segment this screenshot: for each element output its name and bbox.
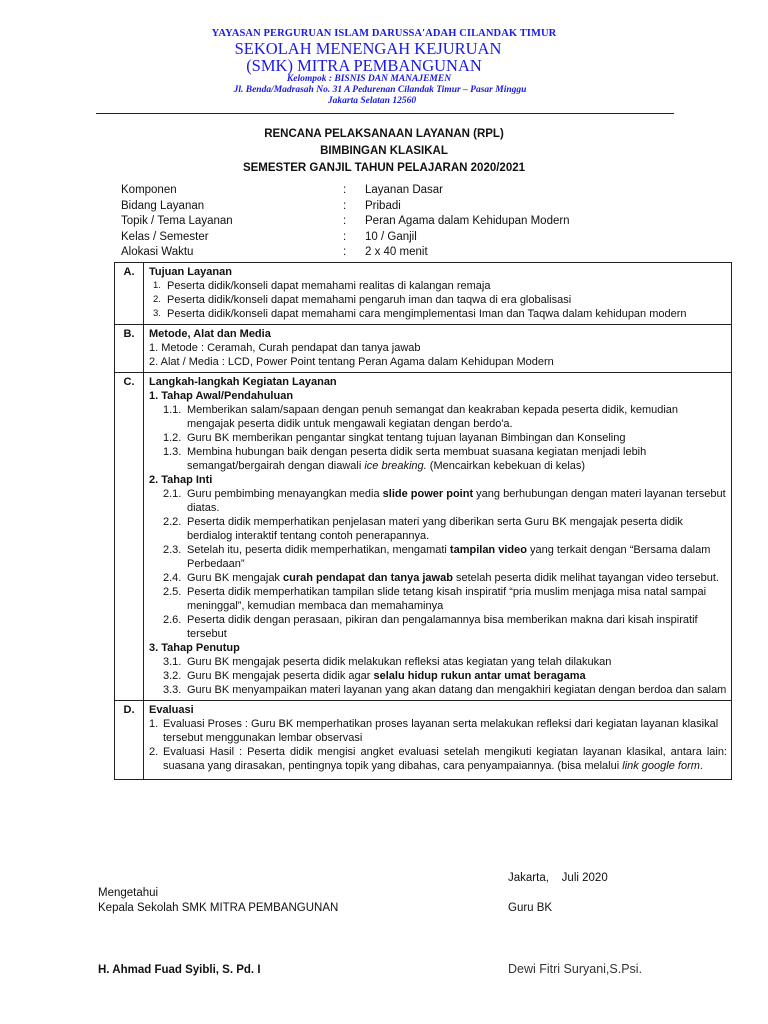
info-row: Topik / Tema Layanan : Peran Agama dalam Kehidupan Modern [121,215,570,227]
step-item: 1.1. Memberikan salam/sapaan dengan penuh semangat dan keakraban kepada peserta didik, kemudian mengajak peserta didik untuk mengawali kegiatan dengan berdo'a. [163,404,679,430]
info-row: Bidang Layanan : Pribadi [121,199,401,212]
section-title: Metode, Alat dan Media [149,328,271,340]
step-item: 3.2. Guru BK mengajak peserta didik agar selalu hidup rukun antar umat beragama [163,670,586,682]
step-item: 2.5. Peserta didik memperhatikan tampilan slide tetang kisah inspiratif “pria muslim menjaga misa natal sampai meninggal”, kemudian membaca dan memahaminya [163,586,707,612]
foundation-name: YAYASAN PERGURUAN ISLAM DARUSSA'ADAH CILANDAK TIMUR [211,28,557,39]
principal-name: H. Ahmad Fuad Syibli, S. Pd. I [98,964,261,976]
step-item: 2.2. Peserta didik memperhatikan penjelasan materi yang diberikan serta Guru BK mengajak peserta didik berdialog interaktif tentang contoh penerapannya. [163,516,683,542]
section-b [115,325,732,373]
mengetahui-label: Mengetahui [98,887,159,899]
info-row: Komponen : Layanan Dasar [121,184,443,196]
counselor-name: Dewi Fitri Suryani,S.Psi. [508,962,643,976]
section-title: Evaluasi [149,704,194,716]
info-block [121,183,570,261]
doc-title-line1: RENCANA PELAKSANAAN LAYANAN (RPL) [264,128,504,140]
section-title: Tujuan Layanan [149,266,232,278]
doc-title-line3: SEMESTER GANJIL TAHUN PELAJARAN 2020/2021 [242,162,526,174]
list-item: 1. Evaluasi Proses : Guru BK memperhatikan proses layanan serta melakukan refleksi dari kegiatan layanan klasikal tersebut menggunakan lembar observasi [149,718,719,744]
section-letter: D. [115,701,144,780]
section-letter: A. [115,263,144,325]
phase-title: 1. Tahap Awal/Pendahuluan [149,390,294,402]
step-item: 2.6. Peserta didik dengan perasaan, pikiran dan pengalamannya bisa memberikan makna dari kisah inspiratif tersebut [163,614,698,640]
info-row: Alokasi Waktu : 2 x 40 menit [121,246,428,258]
list-item: 2. Peserta didik/konseli dapat memahami pengaruh iman dan taqwa di era globalisasi [153,294,572,306]
list-item: 2. Evaluasi Hasil : Peserta didik mengisi angket evaluasi setelah mengikuti kegiatan layanan klasikal, antara lain: suasana yang dirasakan, pentingnya topik yang dibahas, cara penyampaiannya. (bisa melalui link google form. [149,746,727,772]
place-date: Jakarta, Juli 2020 [508,872,608,884]
header-divider [96,113,674,114]
letterhead [0,28,768,107]
school-name-line2: (SMK) MITRA PEMBANGUNAN [246,56,482,75]
section-letter: C. [115,373,144,701]
counselor-title: Guru BK [508,902,553,914]
doc-title-line2: BIMBINGAN KLASIKAL [320,145,448,157]
list-item: 1. Metode : Ceramah, Curah pendapat dan tanya jawab [149,342,421,354]
step-item: 2.4. Guru BK mengajak curah pendapat dan tanya jawab setelah peserta didik melihat tayangan video tersebut. [163,572,719,584]
list-item: 2. Alat / Media : LCD, Power Point tentang Peran Agama dalam Kehidupan Modern [149,356,554,368]
step-item: 3.1. Guru BK mengajak peserta didik melakukan refleksi atas kegiatan yang telah dilakukan [163,656,612,668]
school-city: Jakarta Selatan 12560 [327,96,417,106]
section-d [115,701,732,780]
school-group: Kelompok : BISNIS DAN MANAJEMEN [286,74,452,84]
list-item: 3. Peserta didik/konseli dapat memahami cara mengimplementasi Iman dan Taqwa dalam kehidupan modern [153,308,687,320]
section-c [115,373,732,701]
phase-title: 3. Tahap Penutup [149,642,240,654]
school-address: Jl. Benda/Madrasah No. 31 A Pedurenan Cilandak Timur – Pasar Minggu [233,85,527,95]
step-item: 3.3. Guru BK menyampaikan materi layanan yang akan datang dan mengakhiri kegiatan dengan berdoa dan salam [163,684,727,696]
step-item: 1.3. Membina hubungan baik dengan peserta didik serta membuat suasana kegiatan menjadi lebih semangat/bergairah dengan diawali ice breaking. (Mencairkan kebekuan di kelas) [163,446,647,472]
principal-title: Kepala Sekolah SMK MITRA PEMBANGUNAN [98,902,339,914]
section-letter: B. [115,325,144,373]
section-a [115,263,732,325]
info-row: Kelas / Semester : 10 / Ganjil [121,230,417,243]
plan-table [114,262,732,780]
list-item: 1. Peserta didik/konseli dapat memahami realitas di kalangan remaja [153,280,491,292]
phase-title: 2. Tahap Inti [149,474,213,486]
school-name-line1: SEKOLAH MENENGAH KEJURUAN [234,39,502,58]
step-item: 2.3. Setelah itu, peserta didik memperhatikan, mengamati tampilan video yang terkait dengan “Bersama dalam Perbedaan” [163,544,711,570]
step-item: 2.1. Guru pembimbing menayangkan media slide power point yang berhubungan dengan materi layanan tersebut diatas. [163,488,726,514]
section-title: Langkah-langkah Kegiatan Layanan [149,376,337,388]
step-item: 1.2. Guru BK memberikan pengantar singkat tentang tujuan layanan Bimbingan dan Konseling [163,432,626,444]
